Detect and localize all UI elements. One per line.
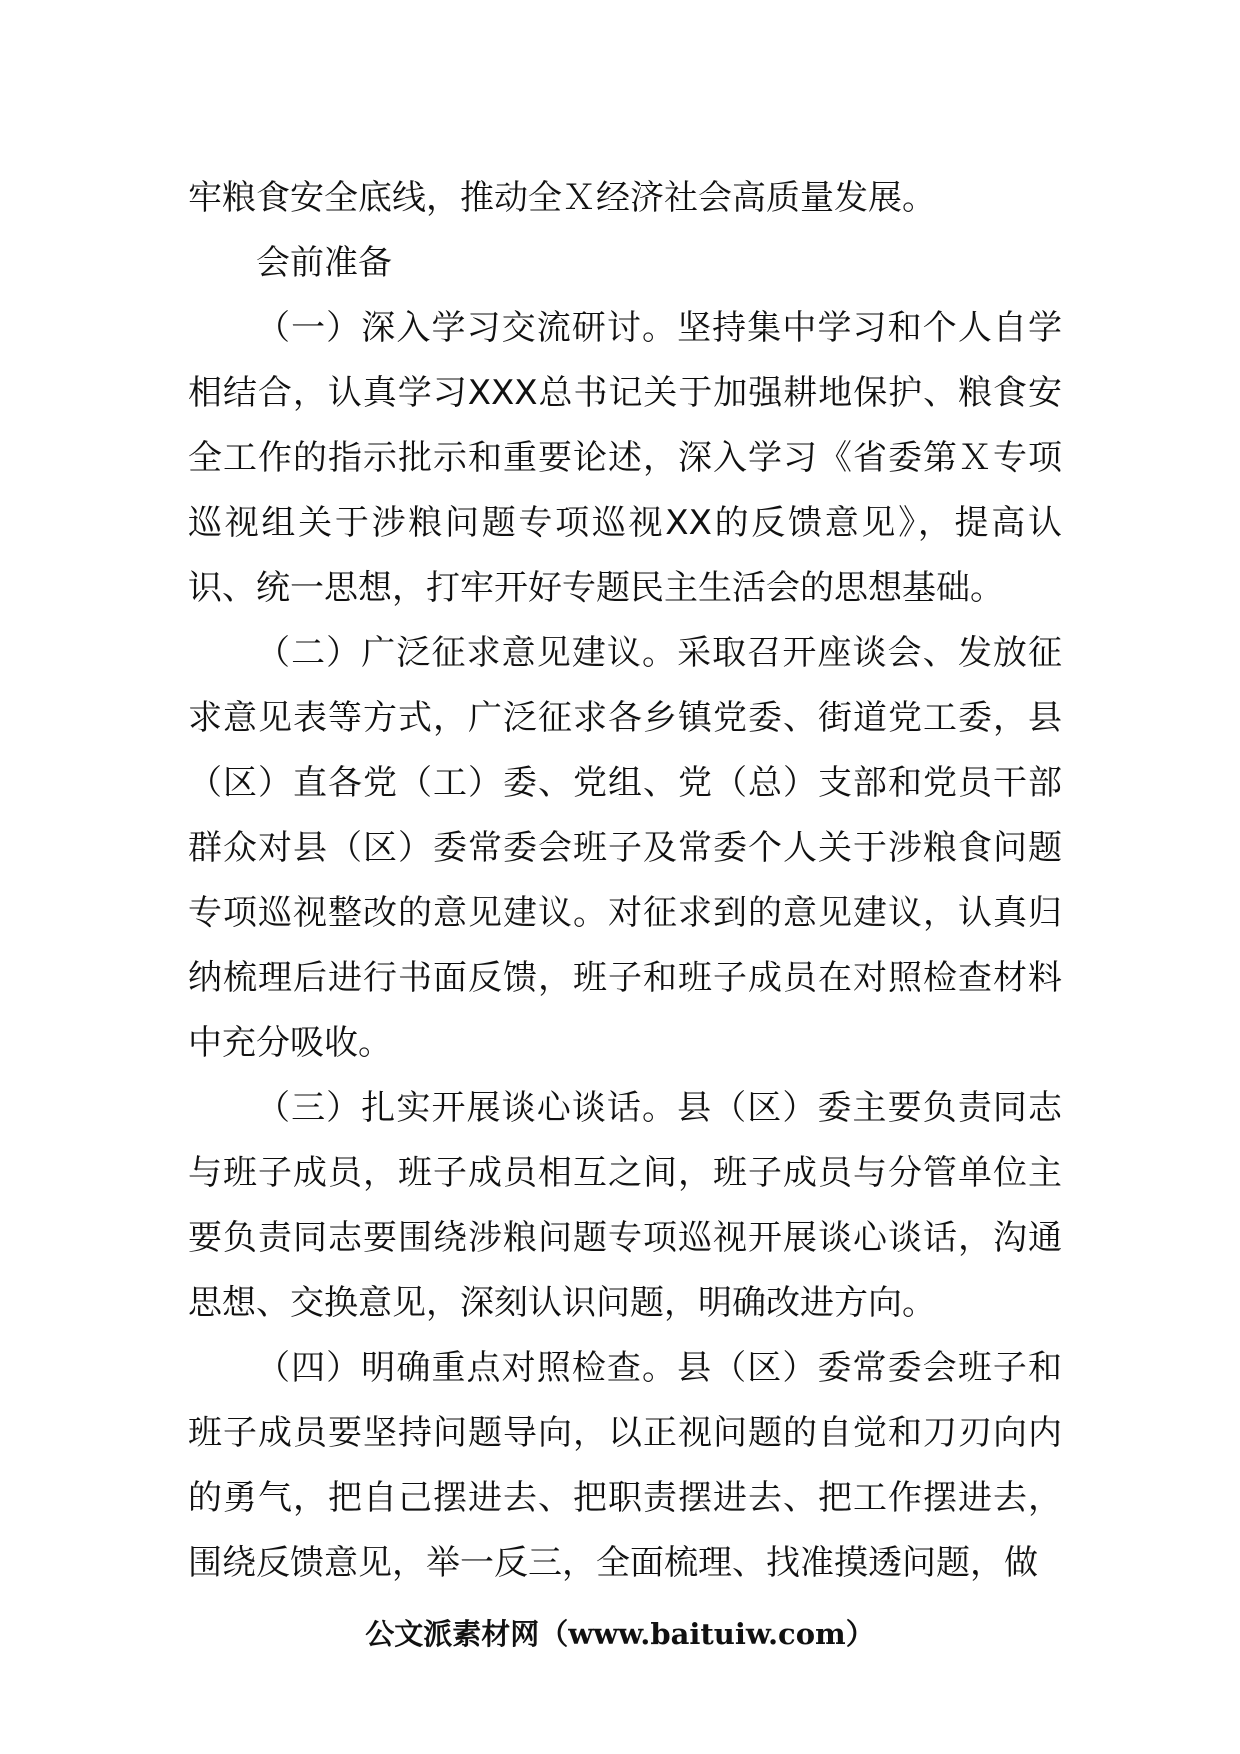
paragraph-solicit-opinions: （二）广泛征求意见建议。采取召开座谈会、发放征求意见表等方式，广泛征求各乡镇党委、街道党工委，县（区）直各党（工）委、党组、党（总）支部和党员干部群众对县（区）委常委会班子及常委个人关于涉粮食问题专项巡视整改的意见建议。对征求到的意见建议，认真归纳梳理后进行书面反馈，班子和班子成员在对照检查材料中充分吸收。 xyxy=(188,633,1062,1063)
paragraph-heart-to-heart-talks: （三）扎实开展谈心谈话。县（区）委主要负责同志与班子成员，班子成员相互之间，班子成员与分管单位主要负责同志要围绕涉粮问题专项巡视开展谈心谈话，沟通思想、交换意见，深刻认识问题，明确改进方向。 xyxy=(188,1088,1062,1323)
paragraph-study-discussion: （一）深入学习交流研讨。坚持集中学习和个人自学相结合，认真学习XXX总书记关于加强耕地保护、粮食安全工作的指示批示和重要论述，深入学习《省委第Ｘ专项巡视组关于涉粮问题专项巡视XX的反馈意见》，提高认识、统一思想，打牢开好专题民主生活会的思想基础。 xyxy=(188,308,1062,608)
section-heading-pre-meeting: 会前准备 xyxy=(256,243,392,283)
paragraph-self-examination: （四）明确重点对照检查。县（区）委常委会班子和班子成员要坚持问题导向，以正视问题的自觉和刀刃向内的勇气，把自己摆进去、把职责摆进去、把工作摆进去，围绕反馈意见，举一反三，全面梳理、找准摸透问题，做 xyxy=(188,1348,1062,1583)
paragraph-continuation: 牢粮食安全底线，推动全Ｘ经济社会高质量发展。 xyxy=(188,178,936,218)
document-body xyxy=(188,166,1062,1596)
footer-source: 公文派素材网（www.baituiw.com） xyxy=(365,1617,875,1651)
